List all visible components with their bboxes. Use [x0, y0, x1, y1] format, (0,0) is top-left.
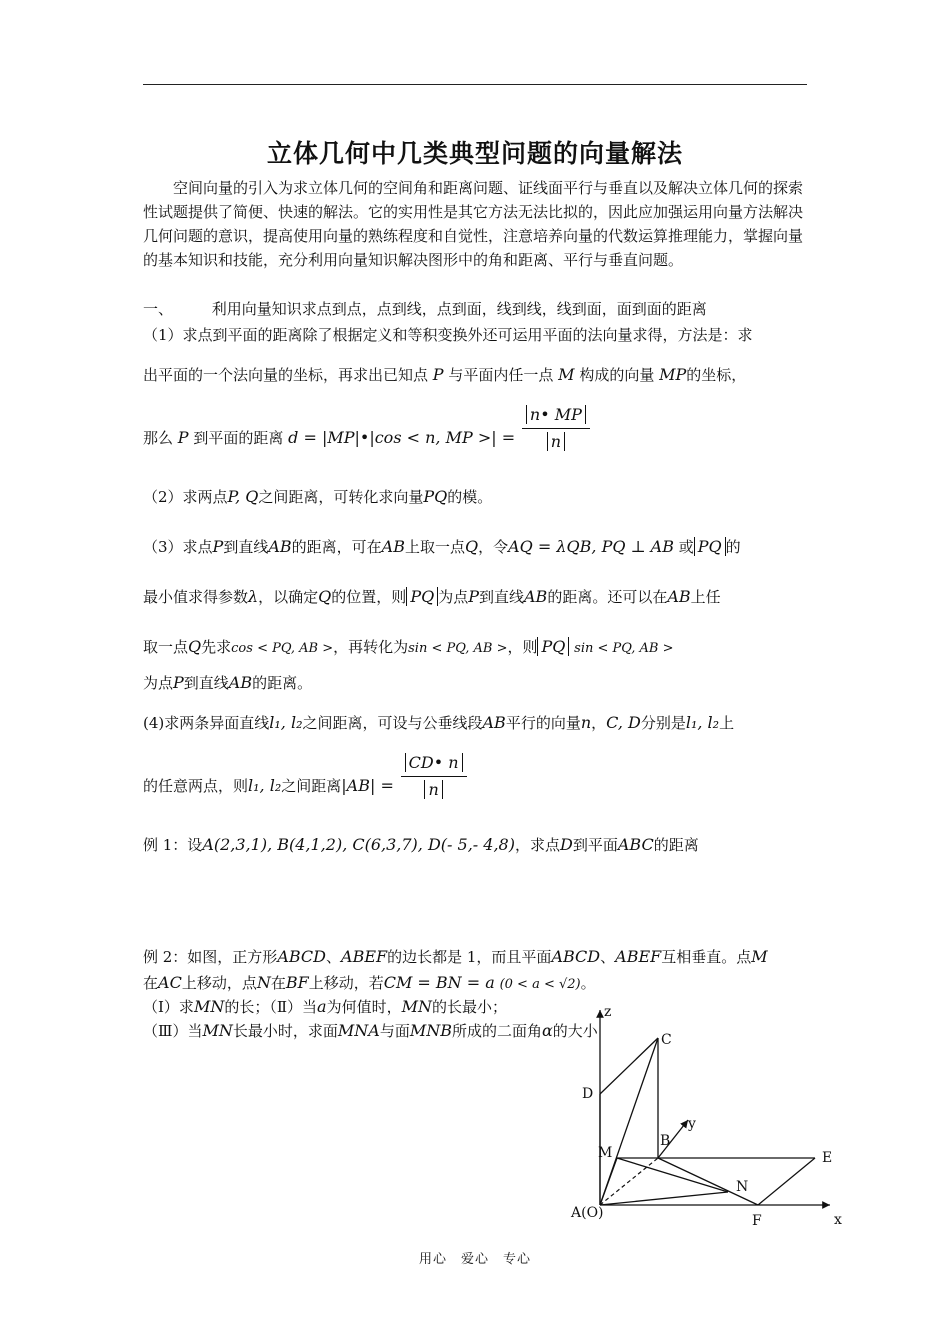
- fraction-numerator: n• MP: [526, 405, 586, 424]
- square-abef: ABEF: [341, 947, 388, 966]
- text: （Ⅰ）求: [143, 998, 194, 1016]
- example-label: 例 2：如图，正方形: [143, 948, 278, 966]
- segment-mn: MN: [401, 997, 432, 1016]
- text: 之间距离，可转化求向量: [258, 488, 424, 506]
- item2-line: [143, 486, 823, 508]
- point-p: P: [468, 587, 479, 606]
- item1-formula-line: [143, 404, 823, 470]
- formula-lhs: |AB| =: [341, 775, 394, 795]
- line-ab: AB: [667, 587, 691, 606]
- text: 最小值求得参数: [143, 588, 249, 606]
- text: 的距离，可在: [291, 538, 382, 556]
- label-x: x: [834, 1212, 842, 1228]
- text: 上: [719, 714, 735, 732]
- text: 平行的向量: [505, 714, 581, 732]
- item3-line2: [143, 586, 823, 608]
- line-ab: AB: [228, 673, 253, 692]
- point-p: P: [212, 537, 224, 556]
- text: 出平面的一个法向量的坐标，再求出已知点: [143, 366, 429, 384]
- fraction-denominator: n: [547, 432, 565, 451]
- example-2-line1: [143, 946, 823, 968]
- text: 上取一点: [404, 538, 465, 556]
- text: 、: [326, 948, 342, 966]
- sin-expression: sin < PQ, AB >: [408, 641, 508, 656]
- line-ab: AB: [268, 537, 292, 556]
- text: （Ⅲ）当: [143, 1022, 203, 1040]
- text: 先求: [201, 638, 232, 656]
- text: 到直线: [183, 674, 229, 692]
- formula-lhs: d = |MP|•|cos < n, MP >| =: [288, 427, 516, 447]
- point-p: P: [177, 427, 189, 447]
- angle-alpha: α: [541, 1021, 553, 1040]
- item4-formula-line: [143, 752, 823, 818]
- item3-line1: [143, 536, 823, 558]
- sin-expression: sin < PQ, AB >: [574, 641, 674, 656]
- text: 的长最小；: [431, 998, 507, 1016]
- range-expr: (0 < a < √2): [499, 977, 581, 992]
- text: 那么: [143, 428, 174, 447]
- text: 。: [580, 974, 596, 992]
- segment-mn: [617, 1158, 728, 1192]
- text: 的距离。还可以在: [547, 588, 668, 606]
- label-a: A(O): [571, 1205, 604, 1221]
- segment-an: [600, 1192, 728, 1205]
- text: 与面: [379, 1022, 410, 1040]
- points-cd: C, D: [606, 713, 641, 732]
- vector-pq: PQ: [423, 487, 448, 506]
- point-q: Q: [464, 537, 479, 556]
- example-label: 例 1：设: [143, 836, 203, 854]
- text: 之间距离，可设与公垂线段: [302, 714, 483, 732]
- text: 的模。: [447, 488, 493, 506]
- page-title: 立体几何中几类典型问题的向量解法: [266, 139, 683, 168]
- text: （2）求两点: [143, 488, 228, 506]
- text: 上任: [690, 588, 721, 606]
- text: ，求点: [514, 836, 560, 854]
- abs-pq: PQ: [537, 637, 569, 656]
- label-z: z: [604, 1004, 612, 1020]
- square-abcd: ABCD: [551, 947, 601, 966]
- text: 到直线: [478, 588, 524, 606]
- text: 到平面: [572, 836, 618, 854]
- square-abef: ABEF: [615, 947, 662, 966]
- text: 为何值时，: [326, 998, 402, 1016]
- line-ab: AB: [524, 587, 548, 606]
- fraction-numerator: CD• n: [405, 753, 463, 772]
- section-heading-text: 利用向量知识求点到点，点到线，点到面，线到线，线到面，面到面的距离: [211, 300, 707, 318]
- point-m: M: [558, 365, 575, 384]
- point-q: Q: [318, 587, 332, 606]
- text: 的任意两点，则: [143, 776, 249, 795]
- edge-ef: [758, 1158, 815, 1205]
- section-1-heading: [143, 298, 823, 320]
- cos-expression: cos < PQ, AB >: [231, 641, 334, 656]
- label-d: D: [582, 1086, 594, 1102]
- label-c: C: [661, 1032, 672, 1048]
- point-p: P: [173, 673, 184, 692]
- text: 的位置，则: [331, 588, 407, 606]
- text: （3）求点: [143, 538, 213, 556]
- label-b: B: [660, 1133, 671, 1149]
- fraction-denominator: n: [424, 780, 442, 799]
- text: 分别是: [640, 714, 686, 732]
- geometry-figure: [560, 1000, 860, 1240]
- distance-fraction: [522, 404, 590, 453]
- label-e: E: [822, 1150, 833, 1166]
- text: ，则: [507, 638, 538, 656]
- label-y: y: [688, 1116, 696, 1132]
- text: (4)求两条异面直线: [143, 714, 270, 732]
- text: 的: [725, 538, 741, 556]
- segment-mn: MN: [193, 997, 225, 1016]
- plane-mnb: MNB: [409, 1021, 452, 1040]
- text: 为点: [143, 674, 174, 692]
- example-1: [143, 834, 823, 856]
- text: 所成的二面角: [451, 1022, 542, 1040]
- text: ，以确定: [258, 588, 319, 606]
- text: 到平面的距离: [193, 428, 284, 447]
- vector-n: n: [580, 713, 592, 732]
- item1-line2: [143, 364, 823, 386]
- text: 或: [678, 538, 694, 556]
- text: 的坐标，: [686, 366, 747, 384]
- text: 的距离: [653, 836, 699, 854]
- edge-dc: [600, 1038, 658, 1094]
- point-d: D: [560, 835, 573, 854]
- vector-mp: MP: [659, 365, 687, 384]
- lambda: λ: [248, 587, 259, 606]
- line-ac: AC: [158, 973, 182, 992]
- text: 的长；（Ⅱ）当: [224, 998, 318, 1016]
- label-f: F: [752, 1213, 762, 1229]
- plane-abc: ABC: [617, 835, 654, 854]
- abs-pq: PQ: [406, 587, 438, 606]
- item3-line4: [143, 672, 823, 694]
- item3-line3: [143, 636, 823, 660]
- item4-line1: [143, 712, 823, 734]
- example-points: A(2,3,1), B(4,1,2), C(6,3,7), D(- 5,- 4,8): [202, 835, 515, 854]
- segment-mn: MN: [202, 1021, 233, 1040]
- square-abcd: ABCD: [277, 947, 326, 966]
- label-n: N: [736, 1179, 749, 1195]
- text: 上移动，若: [308, 974, 384, 992]
- line-bf: BF: [285, 973, 309, 992]
- condition-expr: AQ = λQB, PQ ⊥ AB: [508, 537, 674, 556]
- text: ，: [591, 714, 607, 732]
- text: 的距离。: [252, 674, 313, 692]
- segment-ma: [600, 1158, 617, 1205]
- text: 、: [600, 948, 616, 966]
- abs-pq: PQ: [694, 537, 726, 556]
- text: 与平面内任一点: [448, 366, 554, 384]
- text: ，再转化为: [333, 638, 409, 656]
- condition-expr: CM = BN = a: [383, 973, 495, 992]
- intro-paragraph: 空间向量的引入为求立体几何的空间角和距离问题、证线面平行与垂直以及解决立体几何的探索性试题提供了简便、快速的解法。它的实用性是其它方法无法比拟的，因此应加强运用向量方法解决几何问题的意识，提高使用向量的熟练程度和自觉性，注意培养向量的代数运算推理能力，掌握向量的基本知识和技能，充分利用向量知识解决图形中的角和距离、平行与垂直问题。: [143, 179, 804, 269]
- text: 的边长都是 1，而且平面: [387, 948, 552, 966]
- text: 互相垂直。点: [661, 948, 752, 966]
- text: 在: [270, 974, 286, 992]
- text: 到直线: [223, 538, 269, 556]
- text: 取一点: [143, 638, 189, 656]
- text: 构成的向量: [579, 366, 655, 384]
- text: 之间距离: [281, 776, 342, 795]
- text: 在: [143, 974, 159, 992]
- point-n: N: [256, 973, 271, 992]
- lines-l1-l2: l₁, l₂: [269, 713, 303, 732]
- text: 上移动，点: [181, 974, 257, 992]
- line-ab: AB: [482, 713, 506, 732]
- distance-fraction: [401, 752, 467, 801]
- page-footer: 用心 爱心 专心: [418, 1252, 531, 1267]
- text: 的大小: [552, 1022, 598, 1040]
- point-m: M: [751, 947, 768, 966]
- text: 为点: [438, 588, 469, 606]
- lines-l1-l2: l₁, l₂: [685, 713, 720, 732]
- var-a: a: [317, 997, 327, 1016]
- section-number: 一、: [143, 300, 174, 318]
- item1-line1: （1）求点到平面的距离除了根据定义和等积变换外还可运用平面的法向量求得，方法是：求: [143, 326, 753, 344]
- header-rule: [143, 84, 807, 85]
- plane-mna: MNA: [337, 1021, 380, 1040]
- lines-l1-l2: l₁, l₂: [248, 775, 282, 795]
- text: ，令: [478, 538, 509, 556]
- points-pq: P, Q: [227, 487, 259, 506]
- line-ab: AB: [381, 537, 405, 556]
- example-2-line2: [143, 972, 823, 996]
- point-p: P: [432, 365, 444, 384]
- label-m: M: [598, 1145, 613, 1161]
- text: 长最小时，求面: [232, 1022, 338, 1040]
- point-q: Q: [188, 637, 202, 656]
